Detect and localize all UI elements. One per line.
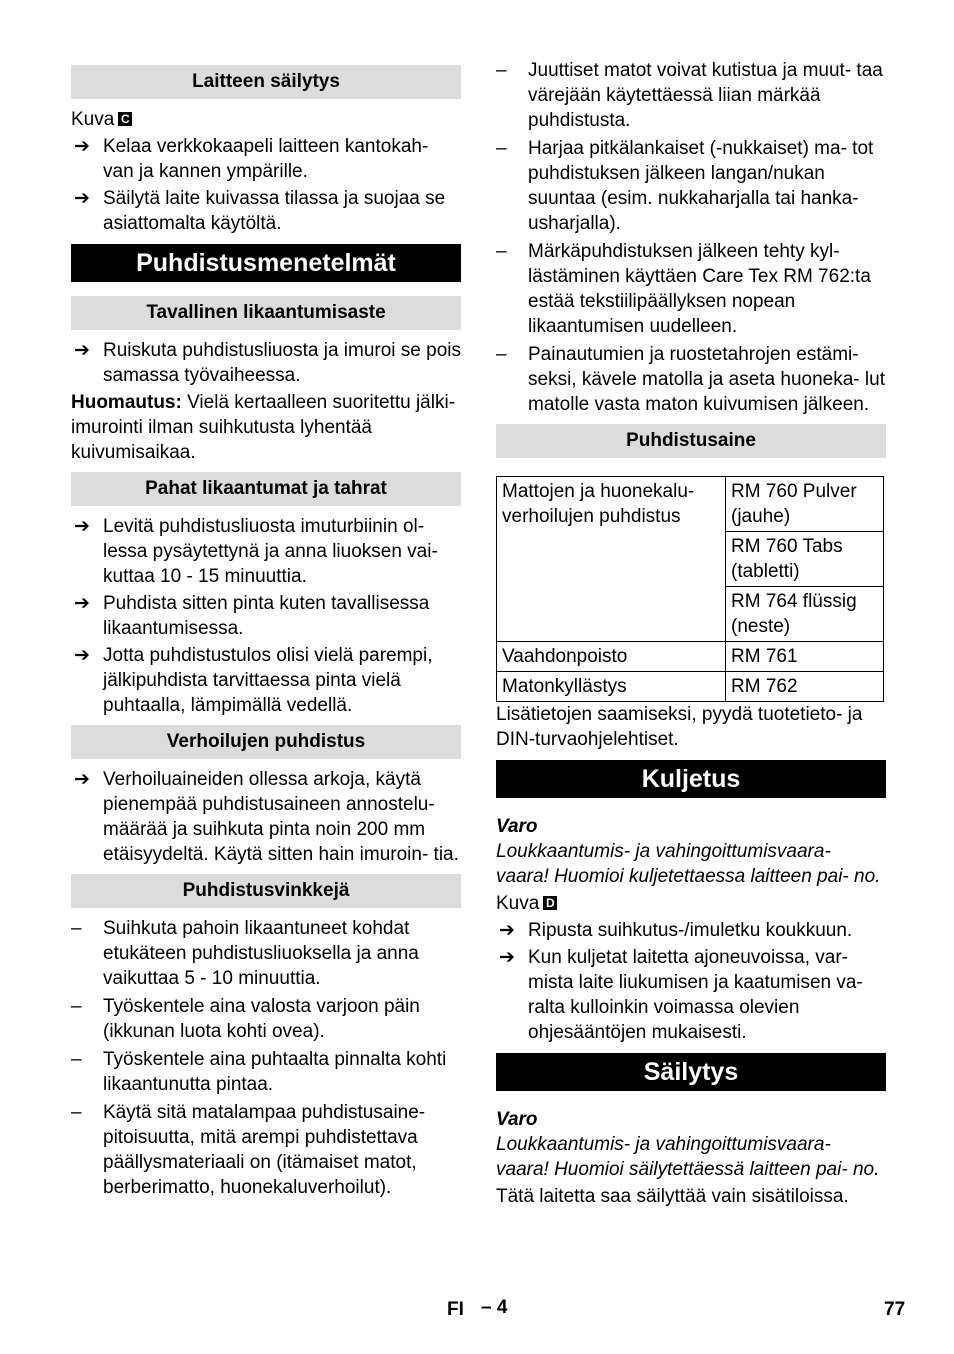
list-item: – Harjaa pitkälankaiset (-nukkaiset) ma- tot puhdistuksen jälkeen langan/nukan suuntaa (esim. nukkaharjalla tai hanka- usharjalla). [496,138,874,234]
figure-reference: Kuva D [496,891,886,916]
table-cell: RM 761 [726,642,884,672]
dash-bullet: – [71,1049,82,1070]
list-item: ➔ Jotta puhdistustulos olisi vielä parempi, jälkipuhdista tarvittaessa pinta vielä puhtaalla, lämpimällä vedellä. [74,645,433,716]
list-item: – Juuttiset matot voivat kutistua ja muut- taa värejään käytettäessä liian märkää puhdistusta. [496,60,883,131]
dash-bullet: – [496,60,507,81]
right-column [496,58,886,1211]
note-paragraph: Huomautus: Vielä kertaalleen suoritettu jälki-imurointi ilman suihkutusta lyhentää kuivumisaikaa. [71,392,456,463]
dash-bullet: – [71,918,82,939]
dash-bullet: – [496,344,507,365]
arrow-icon: ➔ [74,516,90,537]
figure-reference: Kuva C [71,107,461,132]
list-item: – Painautumien ja ruostetahrojen estämi- seksi, kävele matolla ja aseta huoneka- lut matolle vasta maton kuivumisen jälkeen. [496,344,885,415]
footer-language: FI [447,1299,464,1320]
list-item: ➔ Kelaa verkkokaapeli laitteen kantokah- van ja kannen ympärille. [74,136,429,182]
list-item: – Suihkuta pahoin likaantuneet kohdat etukäteen puhdistusliuoksella ja anna vaikuttaa 5 - 10 minuuttia. [71,918,419,989]
figure-d-icon: D [543,896,557,910]
arrow-icon: ➔ [74,769,90,790]
dash-bullet: – [496,241,507,262]
warning-text: Loukkaantumis- ja vahingoittumisvaara- vaara! Huomioi säilytettäessä laitteen pai- no. [496,1134,880,1180]
arrow-icon: ➔ [74,340,90,361]
footer-page-number: 77 [884,1299,906,1320]
table-row [497,477,884,532]
arrow-icon: ➔ [74,136,90,157]
heading-transport: Kuljetus [496,760,886,798]
heading-normal-soiling: Tavallinen likaantumisaste [71,296,461,330]
arrow-icon: ➔ [74,188,90,209]
list-item: – Märkäpuhdistuksen jälkeen tehty kyl- lästäminen käyttäen Care Tex RM 762:ta estää tekstiilipäällyksen nopean likaantumisen uudelleen. [496,241,871,337]
left-column [71,58,461,1203]
table-cell: RM 760 Tabs (tabletti) [726,532,884,587]
caution-label: Varo [496,816,538,837]
list-item: ➔ Säilytä laite kuivassa tilassa ja suojaa se asiattomalta käytöltä. [74,188,446,234]
arrow-icon: ➔ [74,593,90,614]
heading-cleaning-agent: Puhdistusaine [496,424,886,458]
list-item: ➔ Verhoiluaineiden ollessa arkoja, käytä pienempää puhdistusaineen annostelu- määrää ja suihkuta pinta noin 200 mm etäisyydeltä. Käytä sitten hain imuroin- tia. [74,769,459,865]
heading-device-storage: Laitteen säilytys [71,65,461,99]
caution-label: Varo [496,1109,538,1130]
agent-note: Lisätietojen saamiseksi, pyydä tuotetieto- ja DIN-turvaohjelehtiset. [496,704,863,750]
table-cell: RM 760 Pulver (jauhe) [726,477,884,532]
table-cell: Mattojen ja huonekalu- verhoilujen puhdistus [497,477,726,642]
list-item: – Työskentele aina valosta varjoon päin (ikkunan luota kohti ovea). [71,996,420,1042]
list-item: ➔ Kun kuljetat laitetta ajoneuvoissa, var- mista laite liukumisen ja kaatumisen va- ralta kulloinkin voimassa olevien ohjesääntöjen mukaisesti. [499,947,863,1043]
arrow-icon: ➔ [499,920,515,941]
warning-text: Loukkaantumis- ja vahingoittumisvaara- vaara! Huomioi kuljetettaessa laitteen pai- no. [496,841,881,887]
storage-note: Tätä laitetta saa säilyttää vain sisätiloissa. [496,1186,849,1207]
footer-local-page: – 4 [481,1297,508,1318]
table-cell: RM 764 flüssig (neste) [726,587,884,642]
table-cell: RM 762 [726,672,884,702]
figure-c-icon: C [118,112,132,126]
dash-bullet: – [71,1102,82,1123]
table-cell: Vaahdonpoisto [497,642,726,672]
list-item: – Käytä sitä matalampaa puhdistusaine- pitoisuutta, mitä arempi puhdistettava päällysmateriaali on (itämaiset matot, berberimatto, huonekaluverhoilut). [71,1102,426,1198]
table-row [497,672,884,702]
list-item: ➔ Ruiskuta puhdistusliuosta ja imuroi se pois samassa työvaiheessa. [74,340,462,386]
heading-heavy-soiling: Pahat likaantumat ja tahrat [71,472,461,506]
arrow-icon: ➔ [74,645,90,666]
heading-upholstery-cleaning: Verhoilujen puhdistus [71,725,461,759]
dash-bullet: – [496,138,507,159]
heading-storage: Säilytys [496,1053,886,1091]
table-row [497,642,884,672]
heading-cleaning-methods: Puhdistusmenetelmät [71,244,461,282]
table-cell: Matonkyllästys [497,672,726,702]
heading-cleaning-tips: Puhdistusvinkkejä [71,874,461,908]
list-item: ➔ Ripusta suihkutus-/imuletku koukkuun. [499,920,853,941]
list-item: – Työskentele aina puhtaalta pinnalta kohti likaantunutta pintaa. [71,1049,447,1095]
cleaning-agent-table [496,476,884,702]
arrow-icon: ➔ [499,947,515,968]
dash-bullet: – [71,996,82,1017]
list-item: ➔ Puhdista sitten pinta kuten tavallisessa likaantumisessa. [74,593,430,639]
list-item: ➔ Levitä puhdistusliuosta imuturbiinin ol- lessa pysäytettynä ja anna liuoksen vai- kuttaa 10 - 15 minuuttia. [74,516,438,587]
